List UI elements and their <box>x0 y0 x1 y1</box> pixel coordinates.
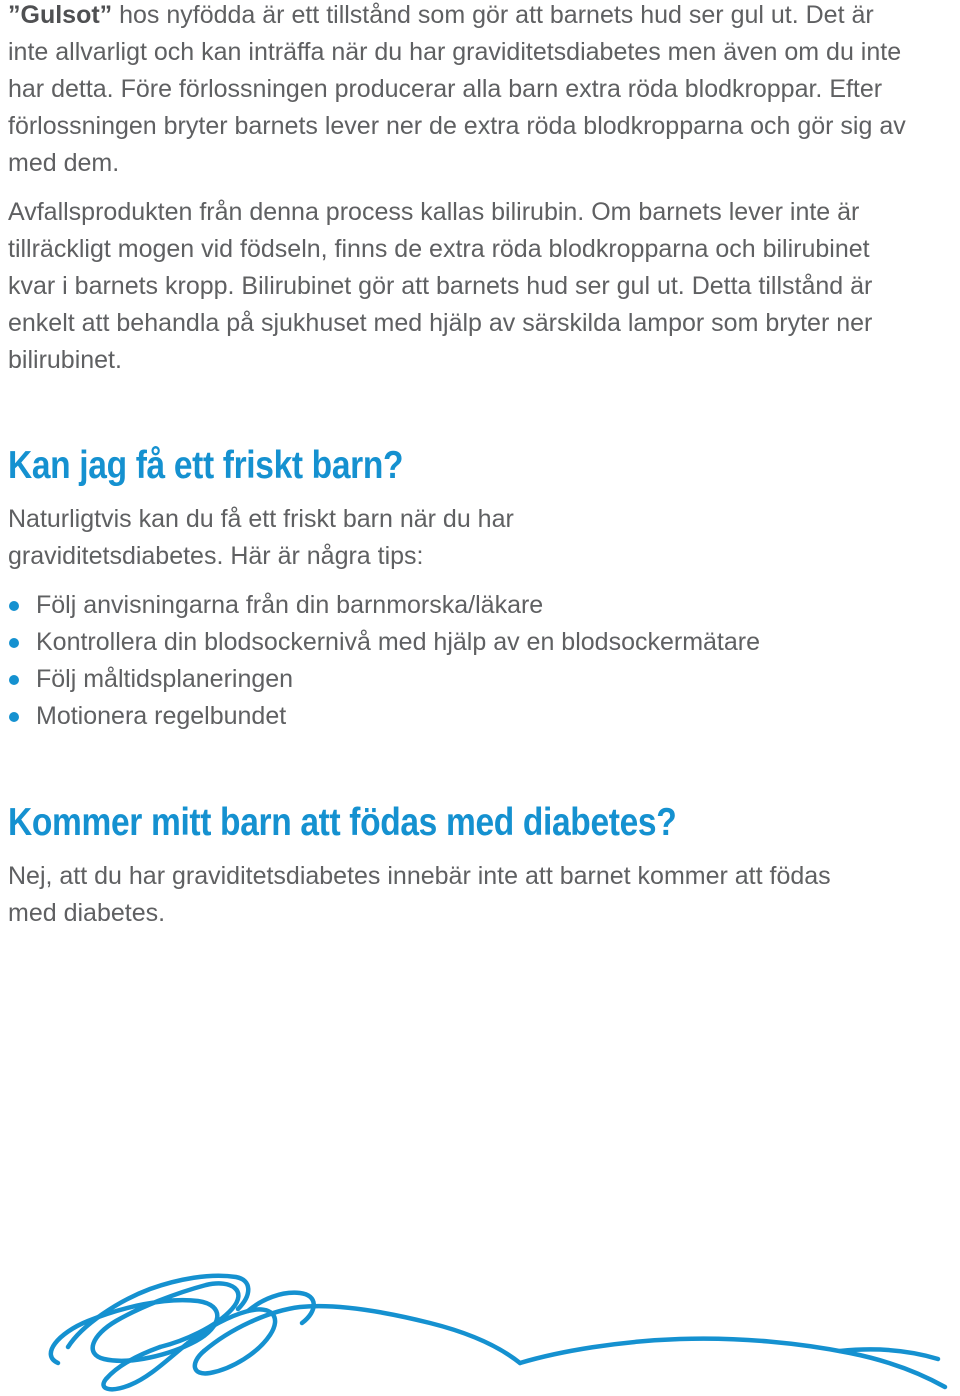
list-item <box>8 587 908 624</box>
bullet-dot-icon <box>9 712 19 722</box>
tip-text: Motionera regelbundet <box>36 702 287 730</box>
intro-lead-term: ”Gulsot” <box>8 1 113 29</box>
tip-text: Kontrollera din blodsockernivå med hjälp av en blodsockermätare <box>36 628 761 656</box>
tip-text: Följ anvisningarna från din barnmorska/läkare <box>36 591 544 619</box>
bullet-dot-icon <box>9 675 19 685</box>
bullet-dot-icon <box>9 638 19 648</box>
list-item <box>8 698 908 735</box>
tip-text: Följ måltidsplaneringen <box>36 665 294 693</box>
heading-healthy-baby: Kan jag få ett friskt barn? <box>8 444 404 487</box>
tips-list <box>8 587 908 735</box>
heading-baby-diabetes: Kommer mitt barn att födas med diabetes? <box>8 801 677 844</box>
list-item <box>8 661 908 698</box>
intro-paragraph <box>8 0 908 182</box>
blue-scribble-icon <box>0 1255 960 1396</box>
bilirubin-paragraph: Avfallsprodukten från denna process kallas bilirubin. Om barnets lever inte är tillräckligt mogen vid födseln, finns de extra röda blodkropparna och bilirubinet kvar i barnets kropp. Bilirubinet gör att barnets hud ser gul ut. Detta tillstånd är enkelt att behandla på sjukhuset med hjälp av särskilda lampor som bryter ner bilirubinet. <box>8 198 873 374</box>
intro-text: hos nyfödda är ett tillstånd som gör att barnets hud ser gul ut. Det är inte allvarligt och kan inträffa när du har graviditetsdiabetes men även om du inte har detta. Före förlossningen producerar alla barn extra röda blodkroppar. Efter förlossningen bryter barnets lever ner de extra röda blodkropparna och gör sig av med dem. <box>8 1 906 177</box>
list-item <box>8 624 908 661</box>
bullet-dot-icon <box>9 601 19 611</box>
healthy-baby-paragraph: Naturligtvis kan du få ett friskt barn när du har graviditetsdiabetes. Här är några tips: <box>8 505 514 570</box>
baby-diabetes-paragraph: Nej, att du har graviditetsdiabetes innebär inte att barnet kommer att födas med diabetes. <box>8 862 831 927</box>
